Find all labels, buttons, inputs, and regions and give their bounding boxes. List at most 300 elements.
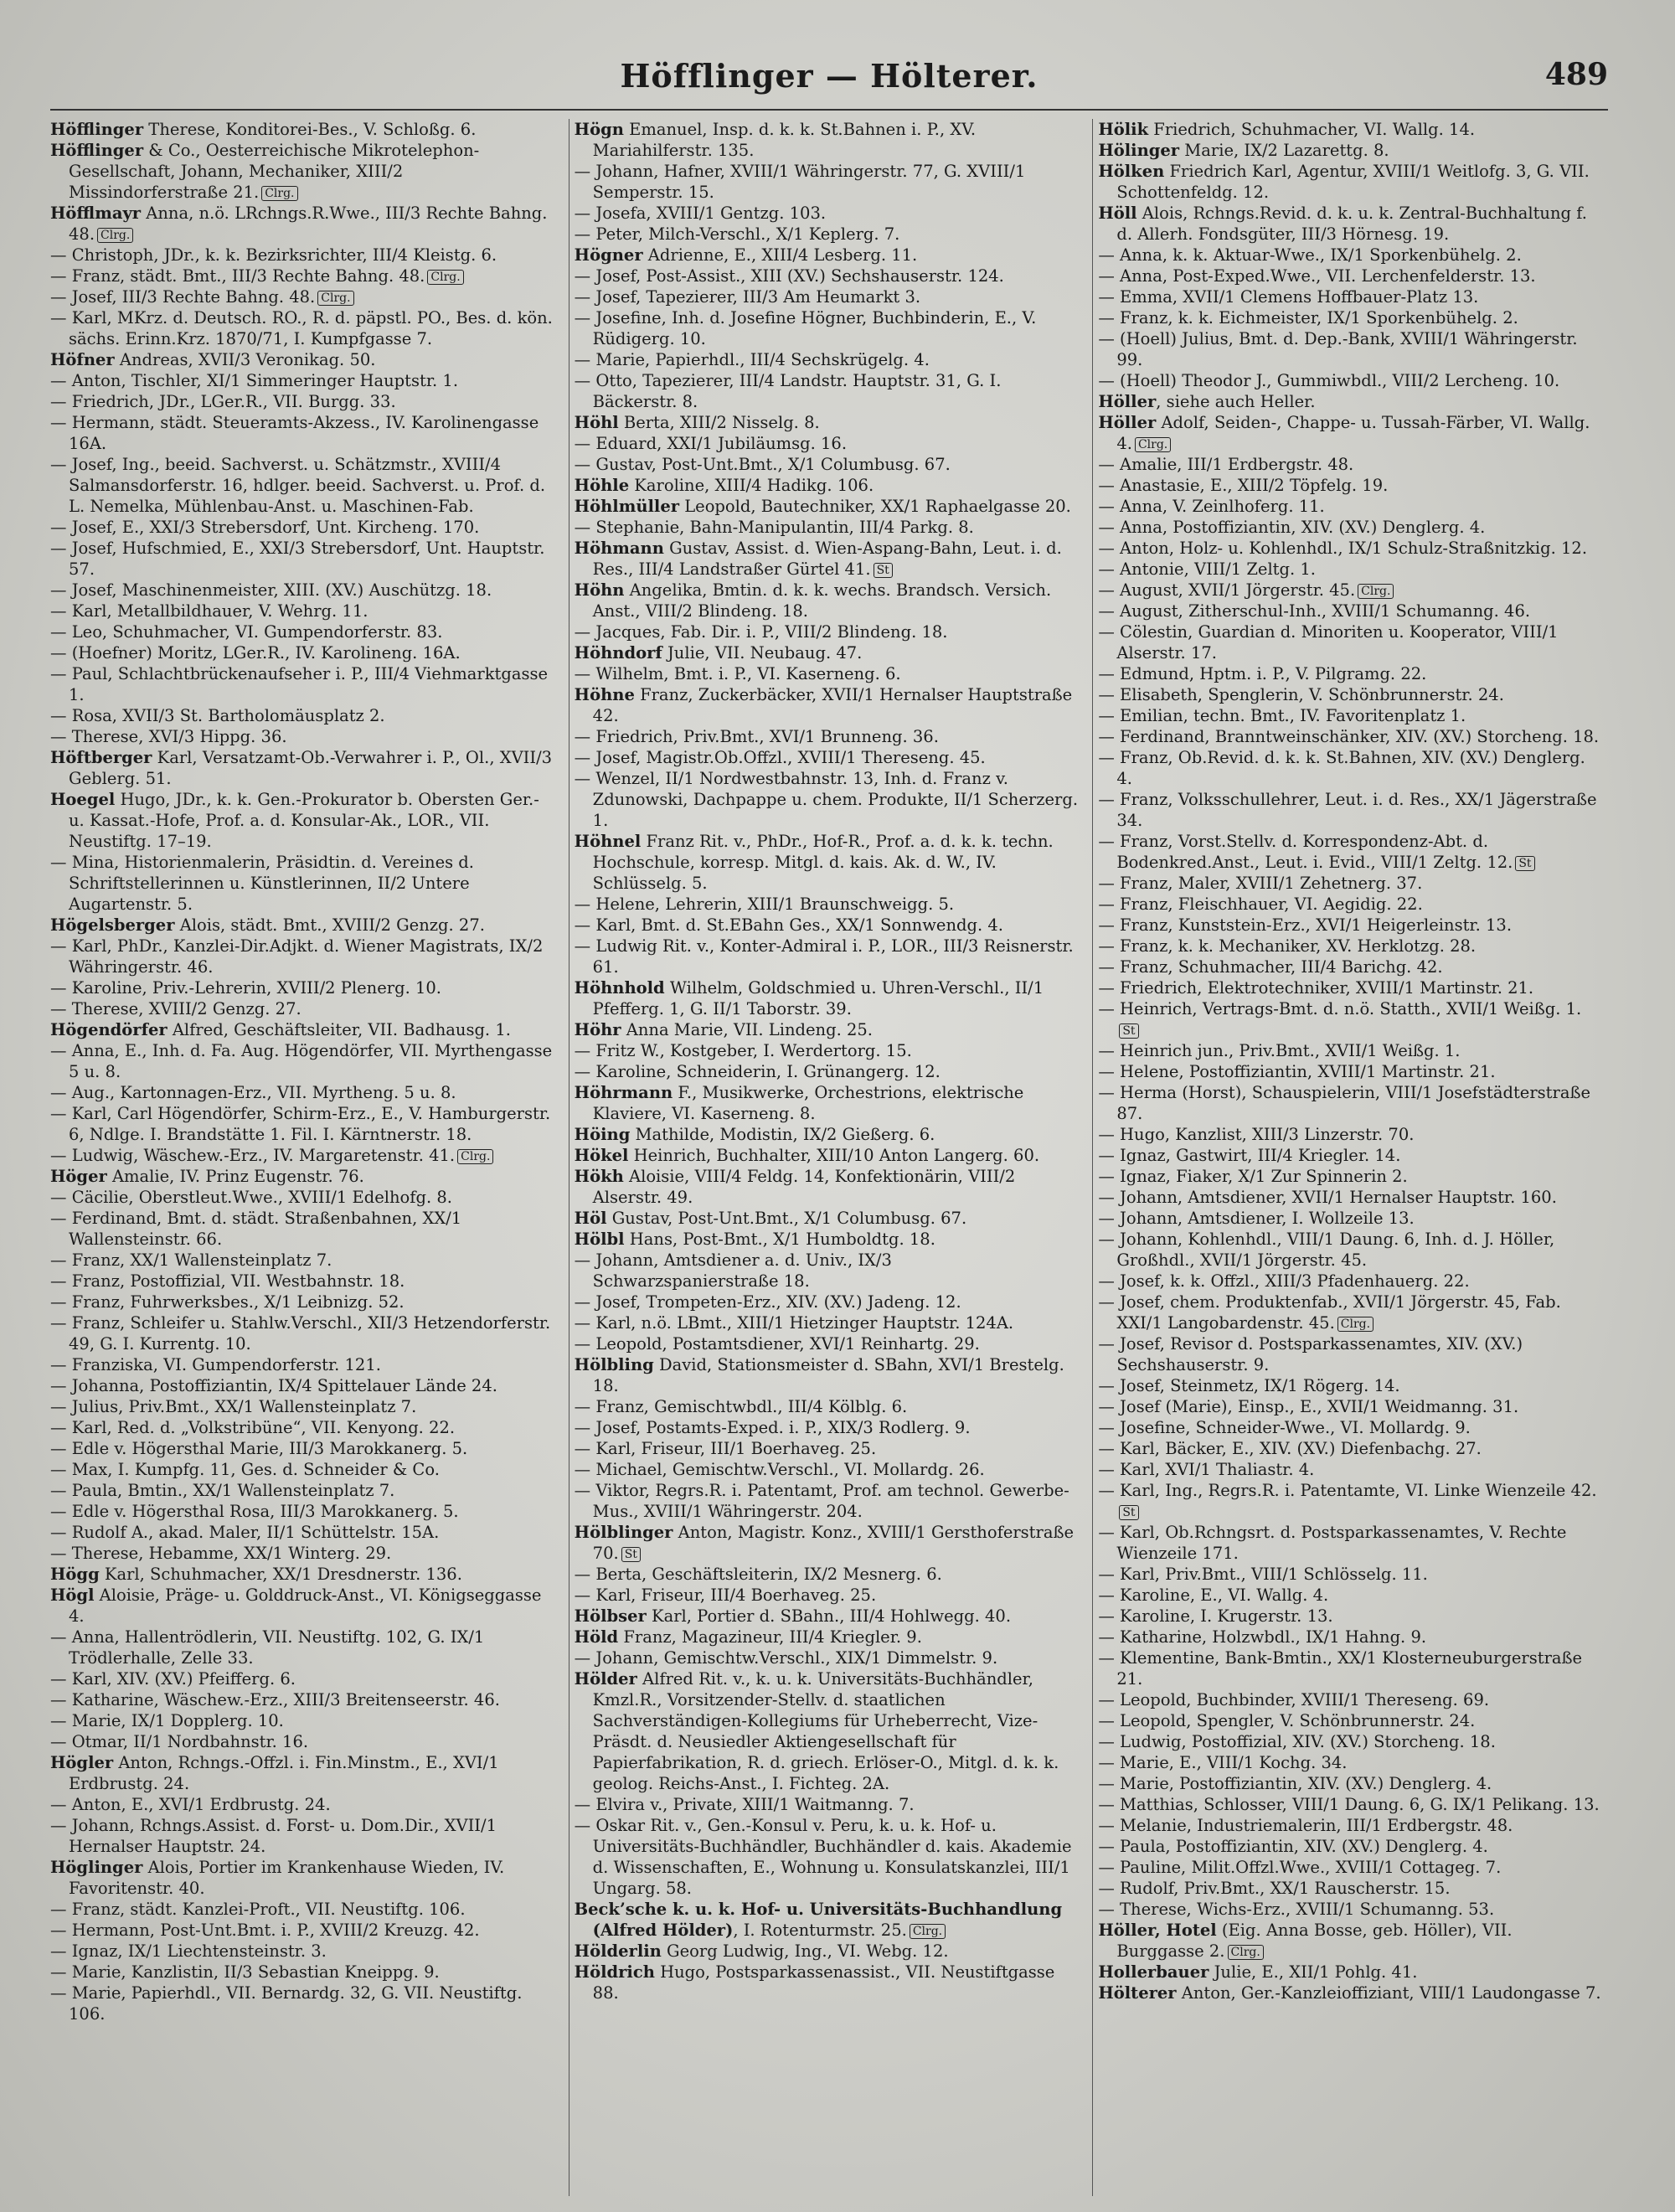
entry-details: — Franz, Schleifer u. Stahlw.Verschl., XII/3 Hetzendorferstr. 49, G. I. Kurrentg. 10. xyxy=(50,1313,551,1353)
entry-surname: Högg xyxy=(50,1565,100,1584)
entry-details: — Helene, Postoffiziantin, XVIII/1 Martinstr. 21. xyxy=(1098,1062,1496,1081)
directory-entry xyxy=(1098,1794,1603,1815)
directory-entry xyxy=(575,517,1080,538)
entry-details: — Anton, Holz- u. Kohlenhdl., IX/1 Schulz-Straßnitzkig. 12. xyxy=(1098,539,1588,558)
entry-details: — Josef, Magistr.Ob.Offzl., XVIII/1 Thereseng. 45. xyxy=(574,748,986,767)
entry-details: Franz Rit. v., PhDr., Hof-R., Prof. a. d. k. k. techn. Hochschule, korresp. Mitgl. d. kais. Ak. d. W., IV. Schlüsselg. 5. xyxy=(592,832,1054,893)
entry-details: Georg Ludwig, Ing., VI. Webg. 12. xyxy=(661,1941,949,1961)
directory-entry xyxy=(575,1040,1080,1061)
entry-surname: Hölterer xyxy=(1098,1983,1177,2003)
entry-details: — Josef, Tapezierer, III/3 Am Heumarkt 3. xyxy=(574,287,921,307)
directory-entry xyxy=(575,684,1080,726)
entry-details: — Marie, E., VIII/1 Kochg. 34. xyxy=(1098,1753,1348,1772)
entry-details: — Franziska, VI. Gumpendorferstr. 121. xyxy=(50,1355,381,1374)
directory-entry xyxy=(50,915,555,936)
entry-details: — Stephanie, Bahn-Manipulantin, III/4 Parkg. 8. xyxy=(574,518,974,537)
entry-mark-badge: St xyxy=(874,563,893,578)
entry-surname: Högner xyxy=(574,245,643,265)
directory-entry xyxy=(575,1899,1080,1941)
entry-surname: Höger xyxy=(50,1167,107,1186)
directory-entry xyxy=(1098,998,1603,1040)
entry-details: — Ignaz, IX/1 Liechtensteinstr. 3. xyxy=(50,1941,327,1961)
directory-entry xyxy=(1098,1480,1603,1522)
entry-mark-badge: Clrg. xyxy=(1337,1317,1374,1332)
entry-details: — Fritz W., Kostgeber, I. Werdertorg. 15. xyxy=(574,1041,912,1060)
entry-details: Friedrich, Schuhmacher, VI. Wallg. 14. xyxy=(1148,120,1476,139)
entry-surname: Höing xyxy=(574,1125,631,1144)
entry-details: — Josef, Postamts-Exped. i. P., XIX/3 Rodlerg. 9. xyxy=(574,1418,971,1437)
directory-entry xyxy=(575,726,1080,747)
directory-entry xyxy=(1098,1899,1603,1920)
entry-details: Anna, n.ö. LRchngs.R.Wwe., III/3 Rechte Bahng. 48. xyxy=(69,204,548,244)
entry-details: — Franz, städt. Kanzlei-Proft., VII. Neustiftg. 106. xyxy=(50,1900,466,1919)
directory-entry xyxy=(575,349,1080,370)
directory-entry xyxy=(1098,1878,1603,1899)
directory-entry xyxy=(575,1292,1080,1312)
directory-entry xyxy=(50,1103,555,1145)
directory-entry xyxy=(1098,119,1603,140)
directory-entry xyxy=(575,203,1080,224)
directory-entry xyxy=(50,1857,555,1899)
entry-details: — Ignaz, Gastwirt, III/4 Kriegler. 14. xyxy=(1098,1146,1401,1165)
directory-entry xyxy=(1098,936,1603,956)
directory-entry xyxy=(1098,1836,1603,1857)
directory-entry xyxy=(575,161,1080,203)
directory-entry xyxy=(575,433,1080,454)
entry-details: Anna Marie, VII. Lindeng. 25. xyxy=(621,1020,873,1039)
directory-entry xyxy=(575,1668,1080,1794)
entry-details: Gustav, Post-Unt.Bmt., X/1 Columbusg. 67. xyxy=(606,1209,967,1228)
entry-details: — Johanna, Postoffiziantin, IX/4 Spittelauer Lände 24. xyxy=(50,1376,497,1395)
directory-entry xyxy=(1098,370,1603,391)
entry-mark-badge: St xyxy=(1119,1505,1138,1520)
entry-surname: Högendörfer xyxy=(50,1020,168,1039)
entry-details: — Elvira v., Private, XIII/1 Waitmanng. 7. xyxy=(574,1795,915,1814)
directory-entry xyxy=(1098,496,1603,517)
entry-surname: Höfner xyxy=(50,350,115,369)
entry-details: — Anna, E., Inh. d. Fa. Aug. Högendörfer, VII. Myrthengasse 5 u. 8. xyxy=(50,1041,553,1081)
entry-surname: Höld xyxy=(574,1627,619,1647)
directory-entry xyxy=(1098,1962,1603,1983)
entry-details: — Anna, Postoffiziantin, XIV. (XV.) Denglerg. 4. xyxy=(1098,518,1486,537)
entry-details: — Josefa, XVIII/1 Gentzg. 103. xyxy=(574,204,827,223)
entry-details: — Johann, Amtsdiener, XVII/1 Hernalser Hauptstr. 160. xyxy=(1098,1188,1557,1207)
directory-entry xyxy=(1098,977,1603,998)
entry-details: — Johann, Hafner, XVIII/1 Währingerstr. 77, G. XVIII/1 Semperstr. 15. xyxy=(574,162,1026,202)
entry-surname: Höfflmayr xyxy=(50,204,142,223)
directory-entry xyxy=(1098,915,1603,936)
entry-details: — Heinrich, Vertrags-Bmt. d. n.ö. Statth., XVII/1 Weißg. 1. xyxy=(1098,999,1582,1018)
directory-entry xyxy=(50,1019,555,1040)
entry-details: — Anastasie, E., XIII/2 Töpfelg. 19. xyxy=(1098,476,1389,495)
directory-entry xyxy=(1098,517,1603,538)
entry-details: — Therese, XVIII/2 Genzg. 27. xyxy=(50,999,302,1018)
entry-details: — August, XVII/1 Jörgerstr. 45. xyxy=(1098,580,1356,600)
entry-details: — Johann, Gemischtw.Verschl., XIX/1 Dimmelstr. 9. xyxy=(574,1648,998,1668)
entry-details: — Cäcilie, Oberstleut.Wwe., XVIII/1 Edelhofg. 8. xyxy=(50,1188,452,1207)
directory-entry xyxy=(1098,266,1603,286)
directory-entry xyxy=(50,349,555,370)
entry-details: — Ludwig, Postoffizial, XIV. (XV.) Storcheng. 18. xyxy=(1098,1732,1496,1751)
entry-details: Angelika, Bmtin. d. k. k. wechs. Brandsch. Versich. Anst., VIII/2 Blindeng. 18. xyxy=(592,580,1052,621)
entry-mark-badge: Clrg. xyxy=(1358,584,1394,599)
entry-details: — Otmar, II/1 Nordbahnstr. 16. xyxy=(50,1732,309,1751)
entry-mark-badge: St xyxy=(1515,856,1534,871)
entry-details: — Karl, Bäcker, E., XIV. (XV.) Diefenbachg. 27. xyxy=(1098,1439,1482,1458)
entry-details: — Berta, Geschäftsleiterin, IX/2 Mesnerg. 6. xyxy=(574,1565,942,1584)
entry-details: — Johann, Kohlenhdl., VIII/1 Daung. 6, Inh. d. J. Höller, Großhdl., XVII/1 Jörgerstr. 45. xyxy=(1098,1230,1555,1270)
directory-entry xyxy=(1098,1731,1603,1752)
entry-details: — Karoline, I. Krugerstr. 13. xyxy=(1098,1606,1333,1626)
entry-surname: Höhmann xyxy=(574,539,664,558)
page-header xyxy=(50,50,1608,111)
directory-entry xyxy=(1098,1983,1603,2003)
entry-details: — Klementine, Bank-Bmtin., XX/1 Klosterneuburgerstraße 21. xyxy=(1098,1648,1583,1689)
directory-entry xyxy=(575,831,1080,894)
directory-entry xyxy=(50,140,555,203)
directory-entry xyxy=(1098,1857,1603,1878)
entry-details: Berta, XIII/2 Nisselg. 8. xyxy=(618,413,820,432)
directory-entry xyxy=(1098,1145,1603,1166)
directory-entry xyxy=(575,538,1080,580)
directory-entry xyxy=(50,936,555,977)
directory-entry xyxy=(1098,1585,1603,1606)
column-3 xyxy=(1092,119,1608,2196)
directory-entry xyxy=(1098,1333,1603,1375)
entry-details: Aloisie, VIII/4 Feldg. 14, Konfektionärin, VIII/2 Alserstr. 49. xyxy=(592,1167,1016,1207)
entry-details: & Co., Oesterreichische Mikrotelephon-Gesellschaft, Johann, Mechaniker, XIII/2 Missindorferstraße 21. xyxy=(69,141,480,202)
directory-entry xyxy=(575,1815,1080,1899)
directory-entry xyxy=(50,391,555,412)
entry-details: — Oskar Rit. v., Gen.-Konsul v. Peru, k. u. k. Hof- u. Universitäts-Buchhändler, Buchhändler d. kais. Akademie d. Wissenschaften, E., Wohnung u. Konsulatskanzlei, III/1 Ungarg. 58. xyxy=(574,1816,1072,1898)
entry-details: (Eig. Anna Bosse, geb. Höller), VII. Burggasse 2. xyxy=(1116,1921,1513,1961)
entry-details: — Paul, Schlachtbrückenaufseher i. P., III/4 Viehmarktgasse 1. xyxy=(50,664,549,704)
entry-details: — Karl, Ing., Regrs.R. i. Patentamte, VI. Linke Wienzeile 42. xyxy=(1098,1481,1597,1500)
entry-details: — Karl, Carl Högendörfer, Schirm-Erz., E., V. Hamburgerstr. 6, Ndlge. I. Brandstätte 1. Fil. I. Kärntnerstr. 18. xyxy=(50,1104,551,1144)
entry-details: — Marie, IX/1 Dopplerg. 10. xyxy=(50,1711,284,1730)
directory-entry xyxy=(50,1292,555,1312)
directory-entry xyxy=(50,1145,555,1166)
entry-details: — Franz, städt. Bmt., III/3 Rechte Bahng. 48. xyxy=(50,266,425,286)
directory-entry xyxy=(575,496,1080,517)
directory-entry xyxy=(575,1962,1080,2003)
directory-entry xyxy=(50,412,555,454)
entry-surname: Höglinger xyxy=(50,1858,143,1877)
directory-entry xyxy=(575,1606,1080,1627)
directory-entry xyxy=(575,370,1080,412)
directory-entry xyxy=(1098,1689,1603,1710)
entry-details: , siehe auch Heller. xyxy=(1156,392,1316,411)
directory-entry xyxy=(50,1899,555,1920)
entry-details: — Wilhelm, Bmt. i. P., VI. Kaserneng. 6. xyxy=(574,664,901,683)
directory-entry xyxy=(1098,161,1603,203)
entry-details: Hugo, Postsparkassenassist., VII. Neustiftgasse 88. xyxy=(592,1962,1055,2003)
entry-details: — Josef, Maschinenmeister, XIII. (XV.) Auschützg. 18. xyxy=(50,580,492,600)
directory-entry xyxy=(50,1166,555,1187)
directory-entry xyxy=(575,936,1080,977)
entry-surname: Högelsberger xyxy=(50,915,175,935)
entry-details: Julie, E., XII/1 Pohlg. 41. xyxy=(1209,1962,1418,1982)
directory-entry xyxy=(575,1794,1080,1815)
directory-entry xyxy=(575,1019,1080,1040)
entry-surname: Beck’sche k. u. k. Hof- u. Universitäts-Buchhandlung (Alfred Hölder) xyxy=(574,1900,1063,1940)
entry-details: Karl, Portier d. SBahn., III/4 Hohlwegg. 40. xyxy=(646,1606,1012,1626)
directory-entry xyxy=(1098,203,1603,245)
entry-details: — Leo, Schuhmacher, VI. Gumpendorferstr. 83. xyxy=(50,622,443,642)
entry-details: — Wenzel, II/1 Nordwestbahnstr. 13, Inh. d. Franz v. Zdunowski, Dachpappe u. chem. Produkte, II/1 Scherzerg. 1. xyxy=(574,769,1079,830)
directory-entry xyxy=(1098,1522,1603,1564)
entry-surname: Höfflinger xyxy=(50,141,144,160)
directory-entry xyxy=(50,1396,555,1417)
directory-entry xyxy=(575,1480,1080,1522)
directory-entry xyxy=(50,1794,555,1815)
entry-surname: Hoegel xyxy=(50,790,116,809)
directory-entry xyxy=(50,203,555,245)
entry-details: Karoline, XIII/4 Hadikg. 106. xyxy=(629,476,874,495)
page-number: 489 xyxy=(1544,57,1608,92)
entry-details: — Marie, Postoffiziantin, XIV. (XV.) Denglerg. 4. xyxy=(1098,1774,1492,1793)
entry-details: — Herma (Horst), Schauspielerin, VIII/1 Josefstädterstraße 87. xyxy=(1098,1083,1591,1123)
entry-surname: Hölik xyxy=(1098,120,1149,139)
entry-details: — Karl, Red. d. „Volkstribüne“, VII. Kenyong. 22. xyxy=(50,1418,456,1437)
entry-details: — Franz, Kunststein-Erz., XVI/1 Heigerleinstr. 13. xyxy=(1098,915,1513,935)
directory-entry xyxy=(50,1962,555,1983)
directory-entry xyxy=(50,1689,555,1710)
entry-details: — Melanie, Industriemalerin, III/1 Erdbergstr. 48. xyxy=(1098,1816,1513,1835)
entry-details: — Karl, Friseur, III/1 Boerhaveg. 25. xyxy=(574,1439,877,1458)
entry-details: — Franz, Maler, XVIII/1 Zehetnerg. 37. xyxy=(1098,874,1423,893)
entry-details: — Paula, Bmtin., XX/1 Wallensteinplatz 7. xyxy=(50,1481,395,1500)
entry-details: Mathilde, Modistin, IX/2 Gießerg. 6. xyxy=(630,1125,935,1144)
entry-details: — Elisabeth, Spenglerin, V. Schönbrunnerstr. 24. xyxy=(1098,685,1504,704)
entry-details: — Ignaz, Fiaker, X/1 Zur Spinnerin 2. xyxy=(1098,1167,1408,1186)
entry-mark-badge: St xyxy=(621,1547,641,1562)
entry-details: — Anna, Hallentrödlerin, VII. Neustiftg. 102, G. IX/1 Trödlerhalle, Zelle 33. xyxy=(50,1627,485,1668)
directory-entry xyxy=(50,1082,555,1103)
entry-details: — Karl, XIV. (XV.) Pfeifferg. 6. xyxy=(50,1669,296,1689)
directory-entry xyxy=(50,1417,555,1438)
directory-entry xyxy=(50,1480,555,1501)
entry-details: — Franz, Fleischhauer, VI. Aegidig. 22. xyxy=(1098,895,1423,914)
entry-details: — Marie, Papierhdl., III/4 Sechskrügelg. 4. xyxy=(574,350,930,369)
entry-details: — Franz, k. k. Eichmeister, IX/1 Sporkenbühelg. 2. xyxy=(1098,308,1518,327)
entry-details: Therese, Konditorei-Bes., V. Schloßg. 6. xyxy=(143,120,477,139)
directory-entry xyxy=(1098,1752,1603,1773)
directory-entry xyxy=(50,747,555,789)
directory-entry xyxy=(50,1731,555,1752)
entry-details: — Franz, Schuhmacher, III/4 Barichg. 42. xyxy=(1098,957,1443,977)
entry-mark-badge: Clrg. xyxy=(910,1924,946,1939)
directory-entry xyxy=(575,1627,1080,1647)
entry-details: — Karl, Friseur, III/4 Boerhaveg. 25. xyxy=(574,1586,877,1605)
directory-entry xyxy=(50,663,555,705)
entry-details: — Josef, Hufschmied, E., XXI/3 Strebersdorf, Unt. Hauptstr. 57. xyxy=(50,539,545,579)
directory-entry xyxy=(575,747,1080,768)
column-2 xyxy=(569,119,1085,2196)
directory-entry xyxy=(575,1166,1080,1208)
directory-entry xyxy=(1098,1229,1603,1271)
entry-surname: Höftberger xyxy=(50,748,152,767)
entry-details: — Hermann, Post-Unt.Bmt. i. P., XVIII/2 Kreuzg. 42. xyxy=(50,1921,480,1940)
entry-surname: Hökel xyxy=(574,1146,629,1165)
entry-details: — Katharine, Wäschew.-Erz., XIII/3 Breitenseerstr. 46. xyxy=(50,1690,500,1709)
entry-details: Adolf, Seiden-, Chappe- u. Tussah-Färber, VI. Wallg. 4. xyxy=(1116,413,1590,453)
directory-entry xyxy=(1098,1710,1603,1731)
directory-entry xyxy=(1098,559,1603,580)
entry-details: — Helene, Lehrerin, XIII/1 Braunschweigg. 5. xyxy=(574,895,955,914)
entry-details: — Anna, V. Zeinlhoferg. 11. xyxy=(1098,497,1325,516)
entry-details: Adrienne, E., XIII/4 Lesberg. 11. xyxy=(642,245,918,265)
entry-details: — Karl, Metallbildhauer, V. Wehrg. 11. xyxy=(50,601,368,621)
directory-entry xyxy=(575,768,1080,831)
directory-entry xyxy=(50,789,555,852)
entry-mark-badge: Clrg. xyxy=(457,1149,493,1164)
directory-entry xyxy=(1098,705,1603,726)
entry-surname: Hölblinger xyxy=(574,1523,673,1542)
entry-details: — Friedrich, JDr., LGer.R., VII. Burgg. 33. xyxy=(50,392,396,411)
entry-mark-badge: Clrg. xyxy=(1228,1945,1264,1960)
entry-details: Alois, städt. Bmt., XVIII/2 Genzg. 27. xyxy=(174,915,485,935)
directory-entry xyxy=(575,894,1080,915)
entry-details: — Josef, chem. Produktenfab., XVII/1 Jörgerstr. 45, Fab. XXI/1 Langobardenstr. 45. xyxy=(1098,1292,1561,1333)
directory-entry xyxy=(575,1417,1080,1438)
entry-mark-badge: Clrg. xyxy=(317,291,353,306)
entry-details: — Josef, Trompeten-Erz., XIV. (XV.) Jadeng. 12. xyxy=(574,1292,961,1312)
entry-details: , I. Rotenturmstr. 25. xyxy=(733,1921,907,1940)
directory-entry xyxy=(1098,601,1603,621)
directory-entry xyxy=(50,1564,555,1585)
directory-entry xyxy=(575,663,1080,684)
entry-surname: Höller, Hotel xyxy=(1098,1921,1217,1940)
directory-entry xyxy=(1098,1375,1603,1396)
directory-entry xyxy=(575,1647,1080,1668)
directory-entry xyxy=(1098,621,1603,663)
directory-entry xyxy=(1098,1564,1603,1585)
directory-entry xyxy=(575,621,1080,642)
entry-details: F., Musikwerke, Orchestrions, elektrische Klaviere, VI. Kaserneng. 8. xyxy=(592,1083,1024,1123)
entry-details: — Josef, Post-Assist., XIII (XV.) Sechshauserstr. 124. xyxy=(574,266,1004,286)
entry-details: — Karl, PhDr., Kanzlei-Dir.Adjkt. d. Wiener Magistrats, IX/2 Währingerstr. 46. xyxy=(50,936,544,977)
directory-entry xyxy=(575,1396,1080,1417)
entry-details: — Pauline, Milit.Offzl.Wwe., XVIII/1 Cottageg. 7. xyxy=(1098,1858,1502,1877)
entry-details: Alfred Rit. v., k. u. k. Universitäts-Buchhändler, Kmzl.R., Vorsitzender-Stellv. d. staatlichen Sachverständigen-Kollegiums für Urheberrecht, Vize-Präsdt. d. Neusiedler Aktiengesellschaft für Papierfabrikation, R. d. griech. Erlöser-O., Mitgl. d. k. k. geolog. Reichs-Anst., I. Fichteg. 2A. xyxy=(592,1669,1059,1793)
entry-surname: Hölinger xyxy=(1098,141,1180,160)
entry-details: — Karl, Ob.Rchngsrt. d. Postsparkassenamtes, V. Rechte Wienzeile 171. xyxy=(1098,1523,1567,1563)
directory-entry xyxy=(575,1124,1080,1145)
entry-details: — Hugo, Kanzlist, XIII/3 Linzerstr. 70. xyxy=(1098,1125,1415,1144)
entry-details: — Josef, Ing., beeid. Sachverst. u. Schätzmstr., XVIII/4 Salmansdorferstr. 16, hdlger. beeid. Sachverst. u. Prof. d. L. Nemelka, Mühlenbau-Anst. u. Maschinen-Fab. xyxy=(50,455,546,516)
entry-details: Andreas, XVII/3 Veronikag. 50. xyxy=(114,350,376,369)
directory-entry xyxy=(50,517,555,538)
entry-details: Heinrich, Buchhalter, XIII/10 Anton Langerg. 60. xyxy=(628,1146,1040,1165)
entry-mark-badge: Clrg. xyxy=(1135,437,1171,452)
directory-entry xyxy=(50,286,555,307)
entry-surname: Högl xyxy=(50,1586,95,1605)
entry-details: — Franz, Gemischtwbdl., III/4 Kölblg. 6. xyxy=(574,1397,908,1416)
directory-entry xyxy=(50,307,555,349)
entry-details: Karl, Versatzamt-Ob.-Verwahrer i. P., Ol., XVII/3 Geblerg. 51. xyxy=(69,748,553,788)
directory-entry xyxy=(50,642,555,663)
entry-mark-badge: Clrg. xyxy=(261,186,297,201)
entry-surname: Höhr xyxy=(574,1020,621,1039)
directory-entry xyxy=(1098,140,1603,161)
entry-details: — Franz, Fuhrwerksbes., X/1 Leibnizg. 52. xyxy=(50,1292,405,1312)
directory-entry xyxy=(1098,684,1603,705)
entry-details: — Ferdinand, Branntweinschänker, XIV. (XV.) Storcheng. 18. xyxy=(1098,727,1600,746)
directory-entry xyxy=(1098,1208,1603,1229)
entry-surname: Hölderlin xyxy=(574,1941,662,1961)
directory-entry xyxy=(1098,1606,1603,1627)
entry-surname: Höhrmann xyxy=(574,1083,673,1102)
entry-details: — Max, I. Kumpfg. 11, Ges. d. Schneider & Co. xyxy=(50,1460,440,1479)
entry-details: — Johann, Rchngs.Assist. d. Forst- u. Dom.Dir., XVII/1 Hernalser Hauptstr. 24. xyxy=(50,1816,497,1856)
columns-container xyxy=(50,119,1608,2196)
directory-entry xyxy=(50,601,555,621)
directory-entry xyxy=(575,1208,1080,1229)
entry-details: — (Hoell) Julius, Bmt. d. Dep.-Bank, XVIII/1 Währingerstr. 99. xyxy=(1098,329,1578,369)
entry-surname: Höfflinger xyxy=(50,120,144,139)
entry-details: — Leopold, Buchbinder, XVIII/1 Thereseng. 69. xyxy=(1098,1690,1490,1709)
entry-details: — Karoline, Priv.-Lehrerin, XVIII/2 Plenerg. 10. xyxy=(50,978,441,998)
directory-entry xyxy=(50,538,555,580)
entry-details: Aloisie, Präge- u. Golddruck-Anst., VI. Königseggasse 4. xyxy=(69,1586,542,1626)
directory-entry xyxy=(1098,1627,1603,1647)
entry-details: — Franz, k. k. Mechaniker, XV. Herklotzg. 28. xyxy=(1098,936,1477,956)
directory-entry xyxy=(1098,1040,1603,1061)
entry-details: — Michael, Gemischtw.Verschl., VI. Mollardg. 26. xyxy=(574,1460,985,1479)
entry-details: Karl, Schuhmacher, XX/1 Dresdnerstr. 136. xyxy=(99,1565,462,1584)
entry-surname: Hölken xyxy=(1098,162,1165,181)
directory-entry xyxy=(50,705,555,726)
entry-details: — Ludwig, Wäschew.-Erz., IV. Margaretenstr. 41. xyxy=(50,1146,456,1165)
entry-details: — Christoph, JDr., k. k. Bezirksrichter, III/4 Kleistg. 6. xyxy=(50,245,497,265)
entry-details: — Josef, III/3 Rechte Bahng. 48. xyxy=(50,287,316,307)
entry-surname: Högler xyxy=(50,1753,114,1772)
directory-entry xyxy=(1098,391,1603,412)
entry-details: — Karl, XVI/1 Thaliastr. 4. xyxy=(1098,1460,1315,1479)
directory-entry xyxy=(575,1312,1080,1333)
entry-details: Anton, Rchngs.-Offzl. i. Fin.Minstm., E., XVI/1 Erdbrustg. 24. xyxy=(69,1753,499,1793)
directory-entry xyxy=(50,454,555,517)
directory-entry xyxy=(1098,286,1603,307)
directory-entry xyxy=(1098,1396,1603,1417)
directory-entry xyxy=(50,1543,555,1564)
entry-details: Marie, IX/2 Lazarettg. 8. xyxy=(1179,141,1389,160)
entry-details: — Gustav, Post-Unt.Bmt., X/1 Columbusg. 67. xyxy=(574,455,951,474)
entry-details: — Josef, Steinmetz, IX/1 Rögerg. 14. xyxy=(1098,1376,1400,1395)
directory-entry xyxy=(575,245,1080,266)
entry-details: — Franz, Ob.Revid. d. k. k. St.Bahnen, XIV. (XV.) Denglerg. 4. xyxy=(1098,748,1585,788)
entry-details: — Rosa, XVII/3 St. Bartholomäusplatz 2. xyxy=(50,706,385,725)
directory-entry xyxy=(1098,1124,1603,1145)
entry-details: — Amalie, III/1 Erdbergstr. 48. xyxy=(1098,455,1354,474)
directory-entry xyxy=(1098,1292,1603,1333)
directory-entry xyxy=(50,1040,555,1082)
entry-details: — (Hoell) Theodor J., Gummiwbdl., VIII/2 Lercheng. 10. xyxy=(1098,371,1560,390)
entry-surname: Höhnhold xyxy=(574,978,665,998)
directory-entry xyxy=(1098,412,1603,454)
directory-entry xyxy=(50,852,555,915)
entry-details: — (Hoefner) Moritz, LGer.R., IV. Karolineng. 16A. xyxy=(50,643,461,663)
entry-details: — Karl, MKrz. d. Deutsch. RO., R. d. päpstl. PO., Bes. d. kön. sächs. Erinn.Krz. 1870/71, I. Kumpfgasse 7. xyxy=(50,308,553,348)
entry-surname: Hölbl xyxy=(574,1230,625,1249)
directory-entry xyxy=(50,1983,555,2024)
entry-details: — Karoline, E., VI. Wallg. 4. xyxy=(1098,1586,1329,1605)
entry-mark-badge: St xyxy=(1119,1024,1138,1039)
entry-surname: Höl xyxy=(574,1209,607,1228)
entry-surname: Höhne xyxy=(574,685,635,704)
directory-entry xyxy=(50,1585,555,1627)
